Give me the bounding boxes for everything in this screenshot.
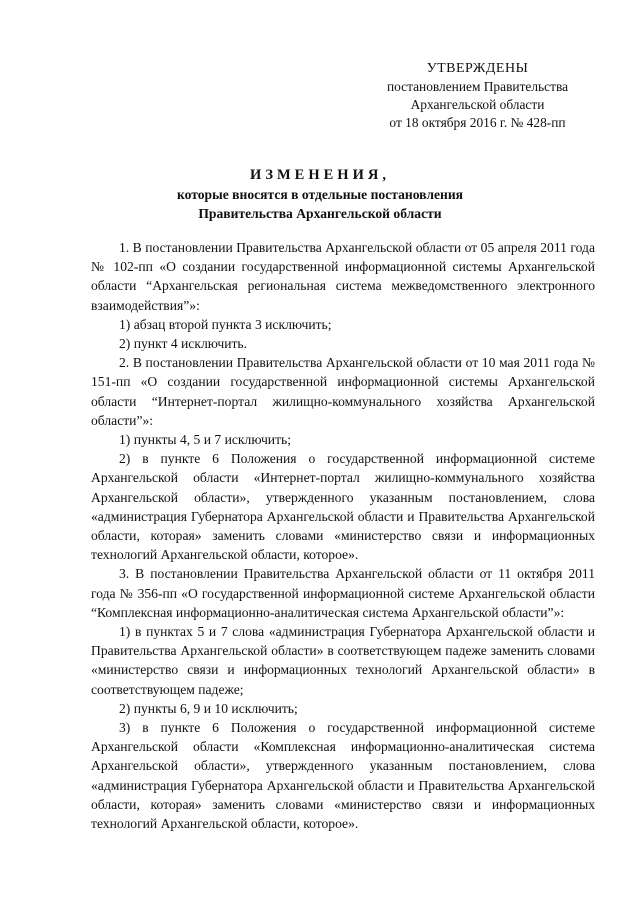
- title-line-2: Правительства Архангельской области: [198, 206, 442, 221]
- paragraph-1: 1. В постановлении Правительства Архангельской области от 05 апреля 2011 года № 102-пп «О создании государственной информационной системы Архангельской области “Архангельская региональная система межведомственного электронного взаимодействия”»:: [91, 240, 595, 313]
- title-main: ИЗМЕНЕНИЯ,: [250, 167, 390, 183]
- approval-line-1: постановлением Правительства: [386, 79, 569, 94]
- paragraph-2-item-1: 1) пункты 4, 5 и 7 исключить;: [119, 432, 291, 448]
- title-line-1: которые вносятся в отдельные постановления: [176, 187, 464, 202]
- paragraph-2: 2. В постановлении Правительства Архангельской области от 10 мая 2011 года № 151-пп «О создании государственной информационной системы Архангельской области “Интернет-портал жилищно-коммунального хозяйства Архангельской области”»:: [91, 355, 595, 428]
- approval-line-2: Архангельской области: [410, 97, 545, 112]
- approval-heading: УТВЕРЖДЕНЫ: [426, 61, 529, 76]
- paragraph-3-item-1: 1) в пунктах 5 и 7 слова «администрация Губернатора Архангельской области и Правительства Архангельской области» в соответствующем падеже заменить словами «министерство связи и информационных технологий Архангельской области» в соответствующем падеже;: [91, 624, 595, 697]
- paragraph-3: 3. В постановлении Правительства Архангельской области от 11 октября 2011 года № 356-пп «О государственной информационной системе Архангельской области “Комплексная информационно-аналитическая система Архангельской области”»:: [91, 566, 595, 620]
- document-body: [91, 238, 595, 833]
- paragraph-3-item-3: 3) в пункте 6 Положения о государственной информационной системе Архангельской области «Комплексная информационно-аналитическая система Архангельской области», утвержденного указанным постановлением, слова «администрация Губернатора Архангельской области и Правительства Архангельской области, которая» заменить словами «министерство связи и информационных технологий Архангельской области, которое».: [91, 720, 595, 832]
- paragraph-1-item-1: 1) абзац второй пункта 3 исключить;: [119, 316, 332, 332]
- paragraph-1-item-2: 2) пункт 4 исключить.: [119, 336, 248, 352]
- approval-line-3: от 18 октября 2016 г. № 428-пп: [389, 115, 566, 130]
- document-title: [0, 165, 640, 223]
- paragraph-3-item-2: 2) пункты 6, 9 и 10 исключить;: [119, 700, 298, 716]
- paragraph-2-item-2: 2) в пункте 6 Положения о государственной информационной системе Архангельской области «Интернет-портал жилищно-коммунального хозяйства Архангельской области», утвержденного указанным постановлением, слова «администрация Губернатора Архангельской области и Правительства Архангельской области, которая» заменить словами «министерство связи и информационных технологий Архангельской области, которое».: [91, 451, 595, 563]
- approval-block: [360, 60, 595, 132]
